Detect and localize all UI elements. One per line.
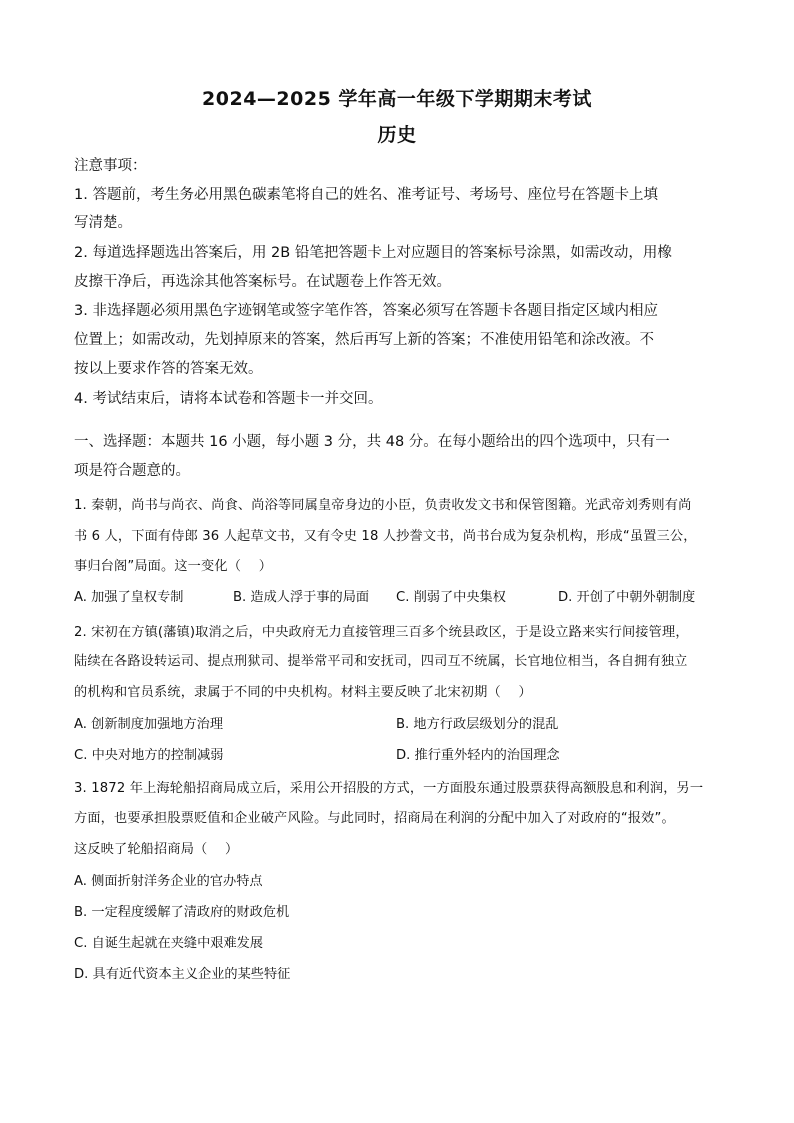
question-2-option-c: C. 中央对地方的控制减弱 [74,748,224,763]
question-3-stem: 这反映了轮船招商局（ ） [74,842,239,857]
notice-line: 位置上；如需改动，先划掉原来的答案，然后再写上新的答案；不准使用铅笔和涂改液。不 [74,332,654,348]
question-3-option-c: C. 自诞生起就在夹缝中艰难发展 [74,936,264,951]
notice-line: 3. 非选择题必须用黑色字迹钢笔或签字笔作答，答案必须写在答题卡各题目指定区域内相应 [74,303,658,319]
question-3-stem: 方面，也要承担股票贬值和企业破产风险。与此同时，招商局在利润的分配中加入了对政府的“报效”。 [74,811,675,826]
question-3-option-a: A. 侧面折射洋务企业的官办特点 [74,874,263,889]
exam-title: 2024—2025 学年高一年级下学期期末考试 [202,88,592,110]
notice-line: 2. 每道选择题选出答案后，用 2B 铅笔把答题卡上对应题目的答案标号涂黑，如需改动，用橡 [74,245,672,261]
notice-heading: 注意事项： [74,158,147,174]
question-1-option-c: C. 削弱了中央集权 [396,590,506,605]
question-2-option-b: B. 地方行政层级划分的混乱 [396,717,559,732]
question-2-option-a: A. 创新制度加强地方治理 [74,717,224,732]
question-1-option-b: B. 造成人浮于事的局面 [233,590,370,605]
notice-line: 4. 考试结束后，请将本试卷和答题卡一并交回。 [74,391,383,407]
question-3-option-b: B. 一定程度缓解了清政府的财政危机 [74,905,290,920]
question-3-option-d: D. 具有近代资本主义企业的某些特征 [74,967,291,982]
question-2-stem: 的机构和官员系统，隶属于不同的中央机构。材料主要反映了北宋初期（ ） [74,685,532,700]
question-3-stem: 3. 1872 年上海轮船招商局成立后，采用公开招股的方式，一方面股东通过股票获得高额股息和利润，另一 [74,781,704,796]
question-1-stem: 书 6 人，下面有侍郎 36 人起草文书，又有令史 18 人抄誊文书，尚书台成为复杂机构，形成“虽置三公， [74,529,697,544]
question-2-stem: 陆续在各路设转运司、提点刑狱司、提举常平司和安抚司，四司互不统属，长官地位相当，各自拥有独立 [74,654,688,669]
notice-line: 1. 答题前，考生务必用黑色碳素笔将自己的姓名、准考证号、考场号、座位号在答题卡上填 [74,187,658,203]
notice-line: 按以上要求作答的答案无效。 [74,361,263,377]
section-heading: 一、选择题：本题共 16 小题，每小题 3 分，共 48 分。在每小题给出的四个选项中，只有一 [74,434,670,450]
question-1-stem: 1. 秦朝，尚书与尚衣、尚食、尚浴等同属皇帝身边的小臣，负责收发文书和保管图籍。光武帝刘秀则有尚 [74,498,692,513]
question-2-stem: 2. 宋初在方镇(藩镇)取消之后，中央政府无力直接管理三百多个统县政区，于是设立路来实行间接管理， [74,625,689,640]
notice-line: 写清楚。 [74,215,132,231]
question-1-option-d: D. 开创了中朝外朝制度 [558,590,696,605]
question-2-option-d: D. 推行重外轻内的治国理念 [396,748,560,763]
notice-line: 皮擦干净后，再选涂其他答案标号。在试题卷上作答无效。 [74,274,451,290]
section-heading: 项是符合题意的。 [74,463,190,479]
subject-title: 历史 [377,124,417,146]
question-1-stem: 事归台阁”局面。这一变化（ ） [74,559,273,574]
question-1-option-a: A. 加强了皇权专制 [74,590,184,605]
